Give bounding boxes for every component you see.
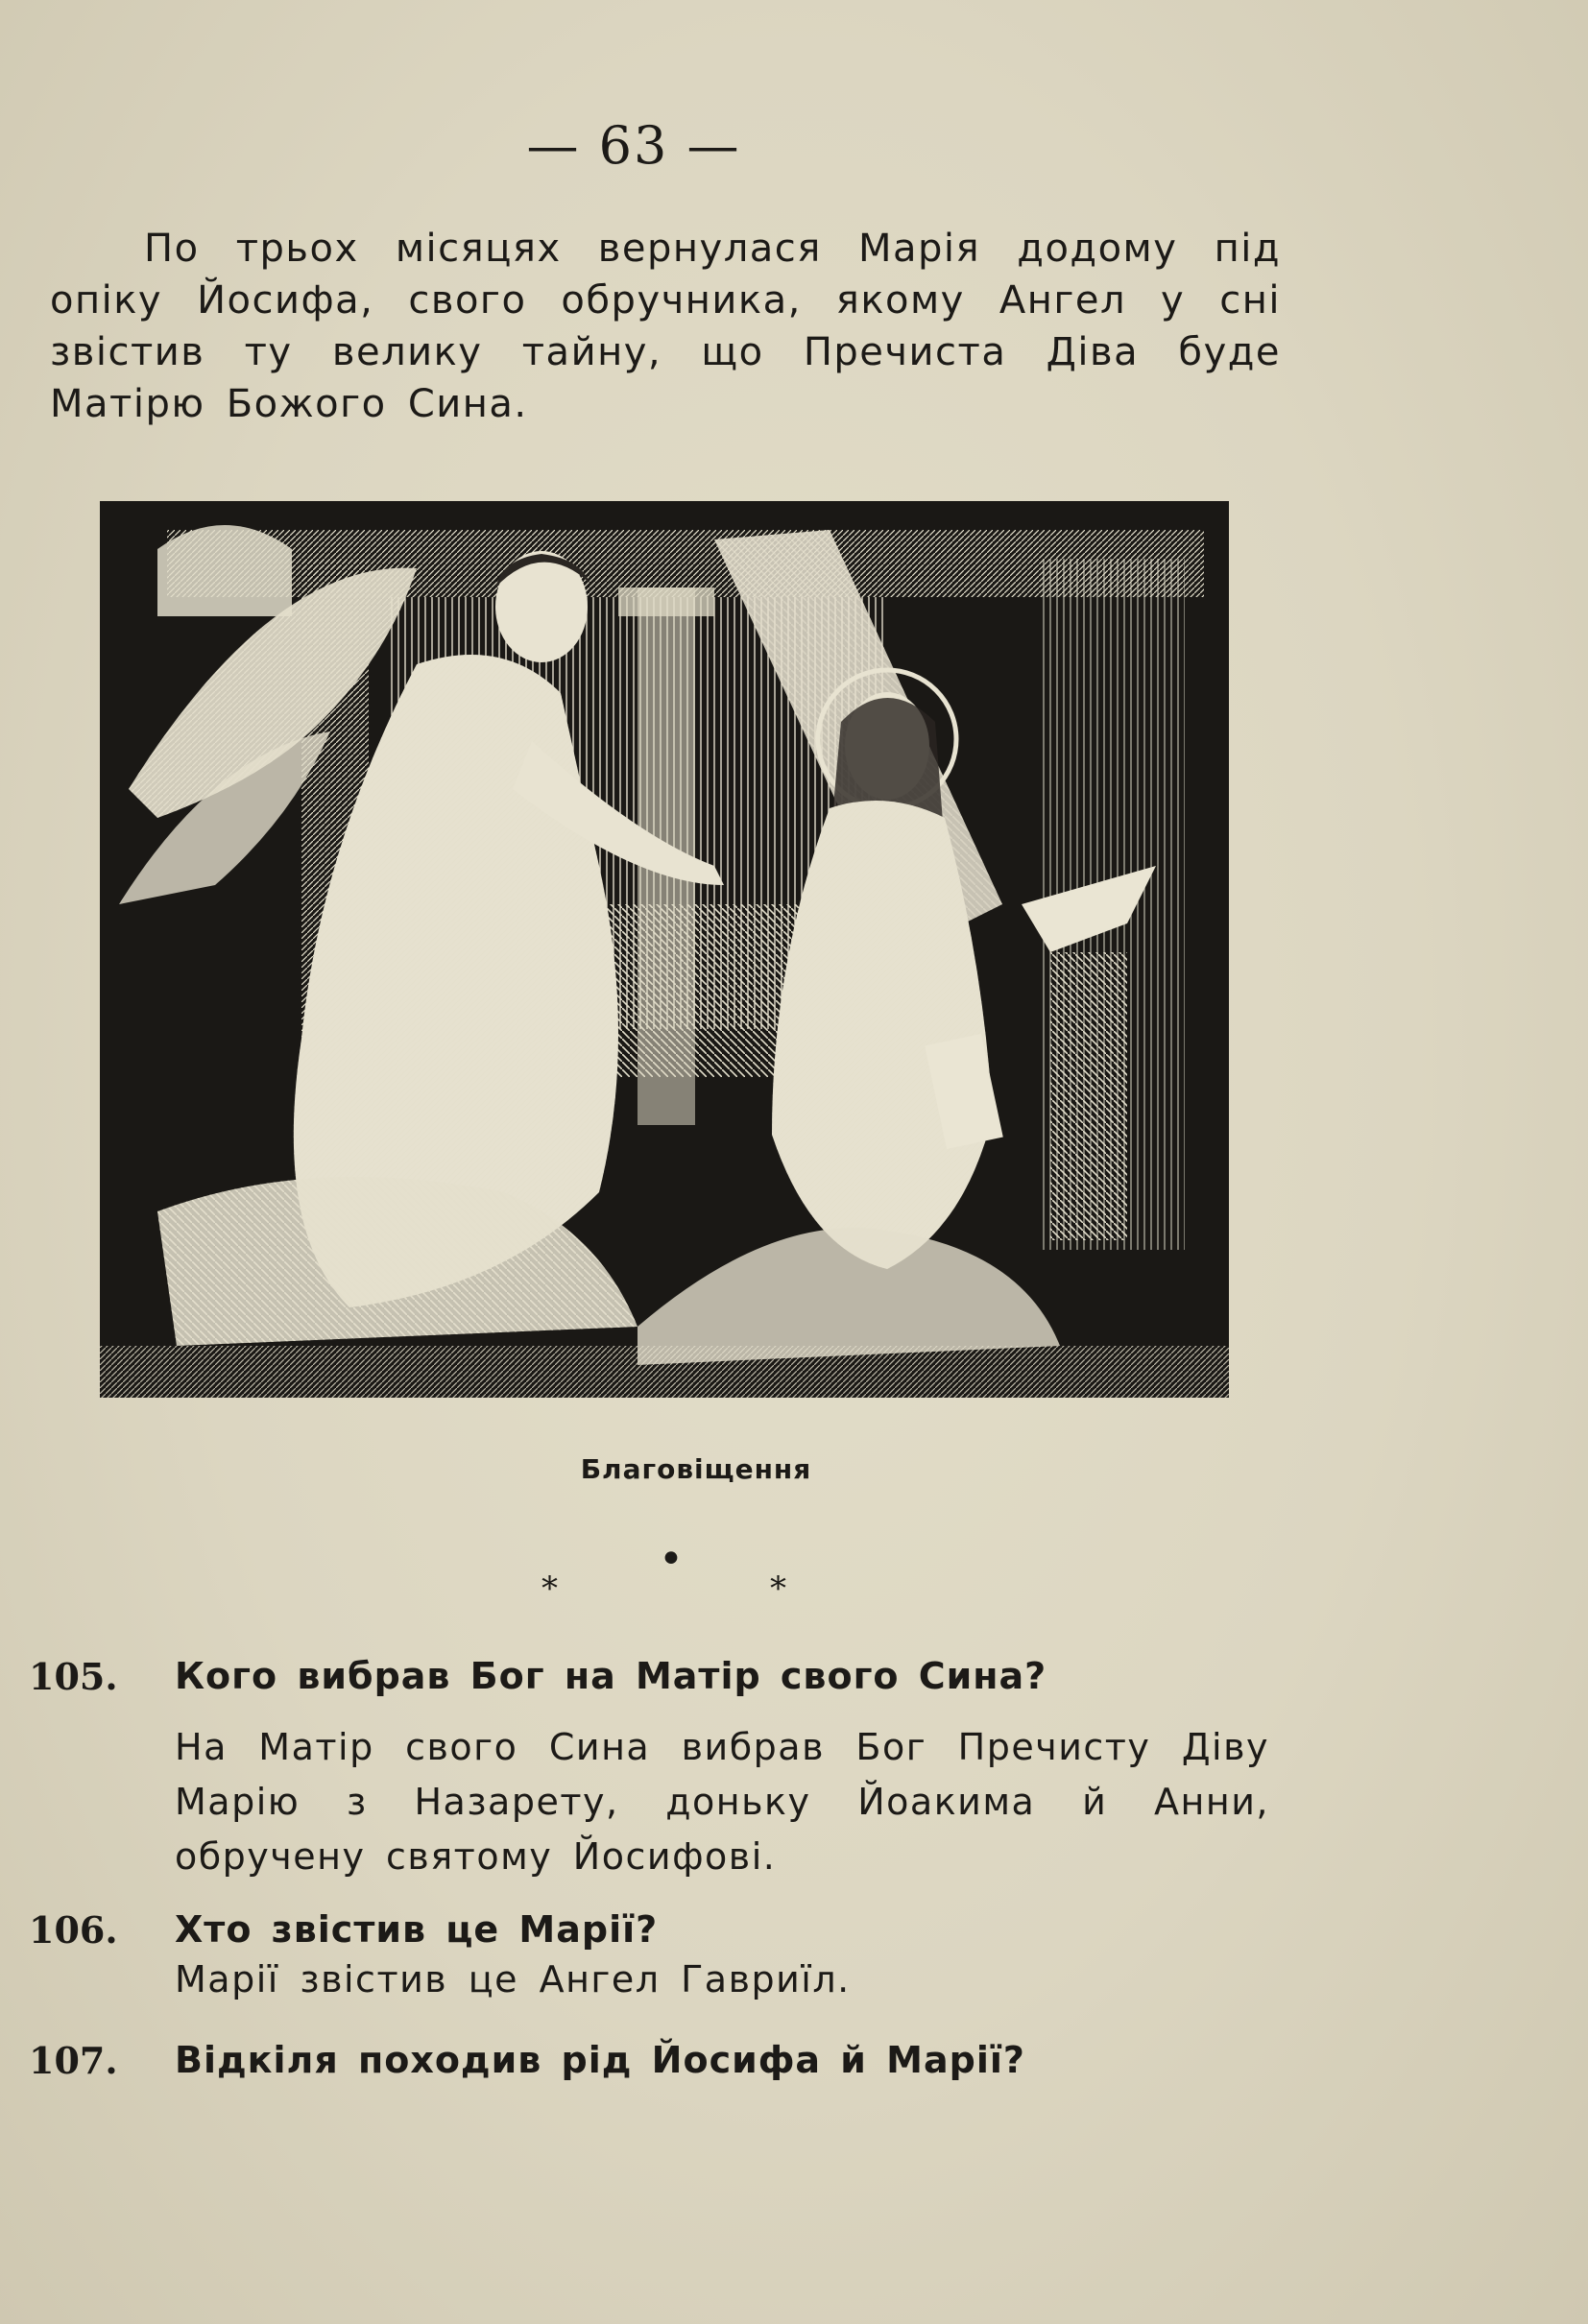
section-separator (518, 1535, 826, 1611)
answer-text: На Матір свого Сина вибрав Бог Пречисту Діву Марію з Назарету, доньку Йоакима й Анни, обручену святому Йосифові. (175, 1726, 1269, 1878)
illustration-caption: Благовіщення (580, 1453, 812, 1485)
answer-text: Марії звістив це Ангел Гавриїл. (175, 1958, 851, 2001)
intro-paragraph: По трьох місяцях вернулася Марія додому під опіку Йосифа, свого обручника, якому Ангел у сні звістив ту велику тайну, що Пречиста Діва буде Матірю Божого Сина. (50, 227, 1281, 426)
question-number: 106. (29, 1908, 118, 1952)
question-number: 107. (29, 2039, 118, 2082)
separator-star-right: * (770, 1569, 786, 1608)
engraving-image (100, 501, 1229, 1398)
question-number: 105. (29, 1655, 118, 1698)
page-number: — 63 — (526, 115, 741, 176)
separator-dot-center: • (659, 1535, 684, 1584)
question-text: Кого вибрав Бог на Матір свого Сина? (175, 1655, 1047, 1697)
annunciation-illustration (100, 501, 1229, 1398)
question-text: Хто звістив це Марії? (175, 1908, 659, 1951)
question-text: Відкіля походив рід Йосифа й Марії? (175, 2039, 1025, 2081)
separator-star-left: * (541, 1569, 558, 1608)
